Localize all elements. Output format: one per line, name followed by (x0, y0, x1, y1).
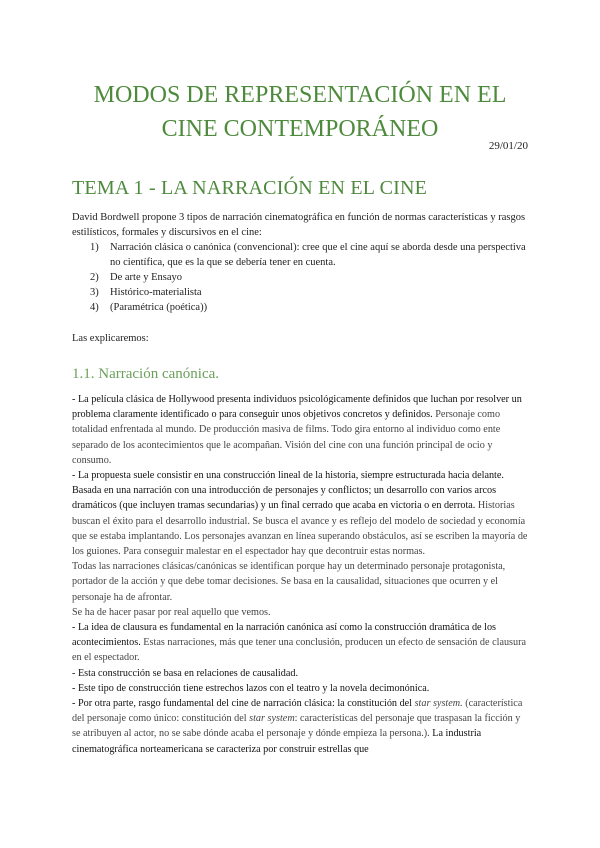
paragraph-strong: La industria cinematográfica norteamericana se caracteriza por construir estrellas que (72, 728, 482, 755)
paragraph-emphasis: star system (249, 713, 295, 725)
list-text: Histórico-materialista (110, 287, 202, 298)
paragraph: Se ha de hacer pasar por real aquello que vemos. (72, 606, 271, 618)
title-line-2: CINE CONTEMPORÁNEO (161, 116, 439, 142)
list-number: 1) (90, 242, 99, 253)
paragraph-strong: - La propuesta suele consistir en una construcción lineal de la historia, siempre estructurada hacia delante. Basada en una narración con una introducción de personajes y conflictos; un desarrollo con varios arcos dramáticos (que incluyen tramas secundarias) y un final cerrado que acaba en victoria o en derrota. (72, 470, 504, 512)
paragraph-light: : características del personaje que traspasan la ficción y se atribuyen al actor, no se sabe dónde acaba el personaje y dónde empieza la persona.). (72, 713, 521, 740)
section-heading: TEMA 1 - LA NARRACIÓN EN EL CINE (72, 177, 428, 199)
list-number: 4) (90, 302, 99, 313)
list-item (72, 300, 530, 315)
paragraph: Todas las narraciones clásicas/canónicas se identifican porque hay un determinado personaje protagonista, portador de la acción y que debe tomar decisiones. Se basa en la causalidad, situaciones que ocurren y el personaje ha de afrontar. (72, 561, 506, 603)
narration-types-list (72, 240, 530, 315)
paragraph: - Este tipo de construcción tiene estrechos lazos con el teatro y la novela decimonónica. (72, 682, 430, 694)
list-item (72, 285, 530, 300)
list-text: De arte y Ensayo (110, 272, 183, 283)
paragraph-light: Historias buscan el éxito para el desarrollo industrial. Se busca el avance y es reflejo del modelo de sociedad y economía que se estaba implantando. Los personajes avanzan en línea superando obstáculos, así se escriben la mayoría de los guiones. Para conseguir malestar en el espectador hay que decontruir estas normas. (72, 500, 528, 558)
list-text: Narración clásica o canónica (convencional): cree que el cine aquí se aborda desde una perspectiva no científica, que es la que se debería tener en cuenta. (110, 242, 526, 268)
list-item (72, 270, 530, 285)
paragraph-strong: - La película clásica de Hollywood presenta individuos psicológicamente definidos que luchan por resolver un problema claramente identificado o para conseguir unos objetivos concretos y definidos. (72, 394, 522, 421)
document-title (60, 78, 540, 146)
paragraph-light: Estas narraciones, más que tener una conclusión, producen un efecto de sensación de clausura en el espectador. (72, 637, 527, 664)
explicaremos-text: Las explicaremos: (72, 333, 149, 344)
paragraph-emphasis: star system. (414, 698, 463, 710)
body-text (72, 392, 530, 757)
paragraph (72, 468, 530, 559)
subsection-heading: 1.1. Narración canónica. (72, 366, 220, 382)
paragraph-strong: - La idea de clausura es fundamental en la narración canónica así como la construcción dramática de los acontecimientos. (72, 622, 497, 649)
paragraph: - Esta construcción se basa en relaciones de causalidad. (72, 667, 299, 679)
paragraph (72, 392, 530, 468)
list-number: 3) (90, 287, 99, 298)
paragraph (72, 620, 530, 666)
title-line-1: MODOS DE REPRESENTACIÓN EN EL (93, 82, 507, 108)
paragraph-strong: - Por otra parte, rasgo fundamental del cine de narración clásica: la constitución del (72, 698, 415, 710)
paragraph (72, 696, 530, 757)
paragraph-light: Personaje como totalidad enfrentada al mundo. De producción masiva de films. Todo gira entorno al individuo como ente separado de los acontecimientos que le acompañan. Visión del cine con una función principal de ocio y consumo. (72, 409, 501, 466)
list-number: 2) (90, 272, 99, 283)
paragraph-light: (característica del personaje como único: constitución del (72, 698, 523, 725)
list-text: (Paramétrica (poética)) (110, 302, 208, 313)
intro-paragraph: David Bordwell propone 3 tipos de narración cinematográfica en función de normas características y rasgos estilísticos, formales y discursivos en el cine: (72, 212, 526, 238)
date-label: 29/01/20 (488, 140, 528, 152)
list-item (72, 240, 530, 270)
